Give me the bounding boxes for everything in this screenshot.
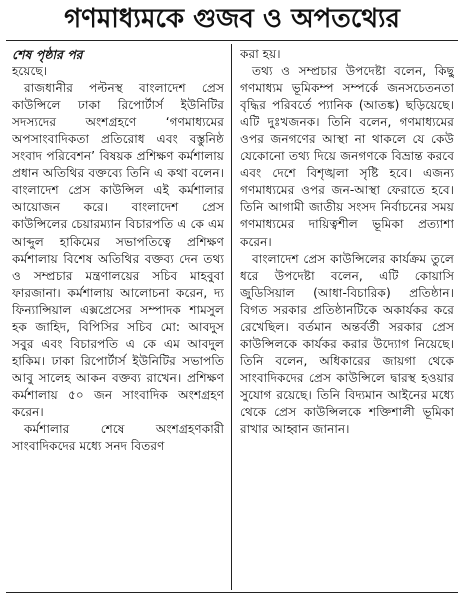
headline: গণমাধ্যমকে গুজব ও অপতথ্যের <box>64 4 400 34</box>
paragraph: কর্মশালার শেষে অংশগ্রহণকারী সাংবাদিকদের মধ্যে সনদ বিতরণ <box>12 422 224 454</box>
paragraph: রাজধানীর পল্টনস্থ বাংলাদেশ প্রেস কাউন্সিলে ঢাকা রিপোর্টার্স ইউনিটির সদস্যদের অংশগ্রহণে ‘গণমাধ্যমের অপসাংবাদিকতা প্রতিরোধ এবং বস্তুনিষ্ঠ সংবাদ পরিবেশন’ বিষয়ক প্রশিক্ষণ কর্মশালায় প্রধান অতিথির বক্তব্যে তিনি এ কথা বলেন। বাংলাদেশ প্রেস কাউন্সিল এই কর্মশালার আয়োজন করে। বাংলাদেশ প্রেস কাউন্সিলের চেয়ারম্যান বিচারপতি এ কে এম আব্দুল হাকিমের সভাপতিত্বে প্রশিক্ষণ কর্মশালায় বিশেষ অতিথির বক্তব্য দেন তথ্য ও সম্প্রচার মন্ত্রণালয়ের সচিব মাহবুবা ফারজানা। কর্মশালায় আলোচনা করেন, দ্য ফিন্যান্সিয়াল এক্সপ্রেসের সম্পাদক শামসুল হক জাহিদ, বিপিসির সচিব মো: আবদুস সবুর এবং বিচারপতি এ কে এম আবদুল হাকিম। ঢাকা রিপোর্টার্স ইউনিটির সভাপতি আবু সালেহ আকন বক্তব্য রাখেন। প্রশিক্ষণ কর্মশালায় ৫০ জন সাংবাদিক অংশগ্রহণ করেন। <box>12 81 224 419</box>
continued-label: শেষ পৃষ্ঠার পর <box>12 47 83 62</box>
right-column <box>240 46 454 590</box>
paragraph: করা হয়। <box>240 47 281 61</box>
headline-rule <box>6 40 458 41</box>
paragraph: হয়েছে। <box>12 64 48 79</box>
paragraph: তথ্য ও সম্প্রচার উপদেষ্টা বলেন, কিছু গণমাধ্যম ভূমিকম্প সম্পর্কে জনসচেতনতা বৃদ্ধির পরিবর্তে প্যানিক (আতঙ্ক) ছড়িয়েছে। এটি দুঃখজনক। তিনি বলেন, গণমাধ্যমের ওপর জনগণের আস্থা না থাকলে যে কেউ যেকোনো তথ্য দিয়ে জনগণকে বিভ্রান্ত করবে এবং দেশে বিশৃঙ্খলা সৃষ্টি হবে। এজন্য গণমাধ্যমের ওপর জন-আস্থা ফেরাতে হবে। তিনি আগামী জাতীয় সংসদ নির্বাচনের সময় গণমাধ্যমের দায়িত্বশীল ভূমিকা প্রত্যাশা করেন। <box>240 64 454 249</box>
column-divider <box>231 44 232 590</box>
paragraph: বাংলাদেশ প্রেস কাউন্সিলের কার্যক্রম তুলে ধরে উপদেষ্টা বলেন, এটি কোয়াসি জুডিসিয়াল (আধা-বিচারিক) প্রতিষ্ঠান। বিগত সরকার প্রতিষ্ঠানটিকে অকার্যকর করে রেখেছিল। বর্তমান অন্তর্বর্তী সরকার প্রেস কাউন্সিলকে কার্যকর করার উদ্যোগ নিয়েছে। তিনি বলেন, অধিকারের জায়গা থেকে সাংবাদিকদের প্রেস কাউন্সিলে দ্বারস্থ হওয়ার সুযোগ রয়েছে। তিনি বিদ্যমান আইনের মধ্যে থেকে প্রেস কাউন্সিলকে শক্তিশালী ভূমিকা রাখার আহ্বান জানান। <box>240 251 454 437</box>
bottom-rule <box>6 592 458 593</box>
left-column <box>12 46 224 590</box>
